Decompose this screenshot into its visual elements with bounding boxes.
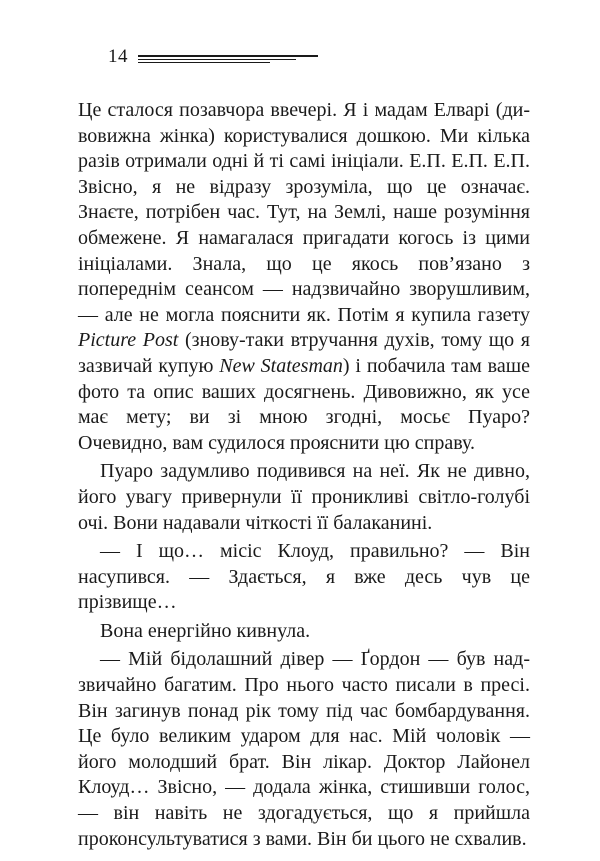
- text-run: Вона енергійно кивнула.: [100, 619, 311, 642]
- periodical-title: Picture Post: [78, 329, 179, 352]
- text-run: Пуаро задумливо подивився на неї. Як не дивно, його увагу привернули її проникливі світло-голубі очі. Вони надавали чіткості її балаканині.: [78, 460, 530, 534]
- paragraph: [78, 539, 530, 616]
- header-rule-thin: [138, 62, 270, 63]
- paragraph: [78, 647, 530, 852]
- page-number: 14: [108, 46, 128, 67]
- paragraph: [78, 459, 530, 536]
- text-run: Це сталося позавчора ввечері. Я і мадам Елварі (дивовижна жінка) користувалися дошкою. Ми кілька разів отримали одні й ті самі ініціали. Е.П. Е.П. Е.П. Звісно, я не відразу зрозуміла, що це означає. Знаєте, потрібен час. Тут, на Землі, наше розуміння обмежене. Я намагалася пригадати когось із цими ініціалами. Знала, що це якось пов’язано з попереднім сеансом — надзвичайно зворушливим, — але не могла пояснити як. Потім я купила газету: [78, 99, 530, 326]
- paragraph: [78, 98, 530, 456]
- text-run: — Мій бідолашний дівер — Ґордон — був надзвичайно багатим. Про нього часто писали в пресі. Він загинув понад рік тому під час бомбардування. Це було великим ударом для нас. Мій чоловік — його молодший брат. Він лікар. Доктор Лайонел Клоуд… Звісно, — додала жінка, стишивши голос, — він навіть не здогадується, що я прийшла проконсультуватися з вами. Він би цього не схвалив.: [78, 648, 530, 850]
- text-run: (знову-таки втручання духів, тому що я зазвичай купую: [78, 329, 530, 377]
- body-text: [78, 98, 530, 852]
- paragraph: [78, 619, 530, 645]
- header-rule-thin: [138, 59, 296, 60]
- text-run: ) і побачила там ваше фото та опис ваших досягнень. Дивовижно, як усе має мету; ви зі мною згодні, мосьє Пуаро? Очевидно, вам судилося прояснити цю справу.: [78, 354, 530, 454]
- header-rule-thick: [138, 55, 318, 57]
- text-run: — І що… місіс Клоуд, правильно? — Він насупився. — Здається, я вже десь чув це прізвище…: [78, 540, 530, 614]
- running-header: [108, 47, 320, 67]
- periodical-title: New Statesman: [219, 354, 343, 377]
